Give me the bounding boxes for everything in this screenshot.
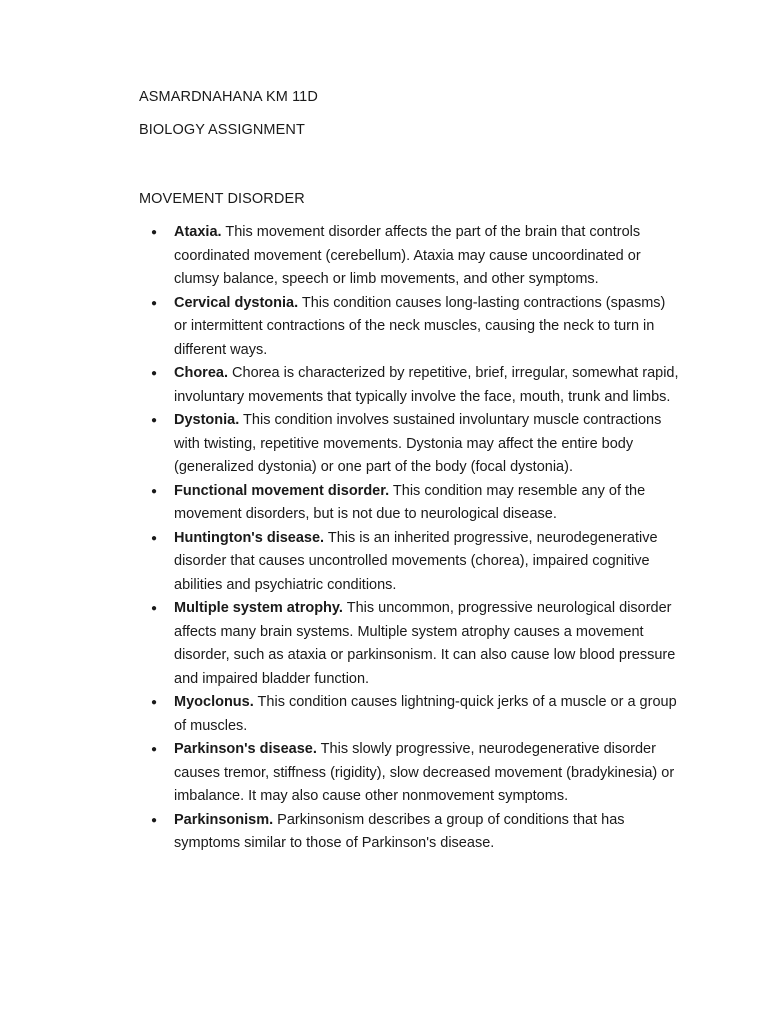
bullet-icon: ● bbox=[151, 603, 158, 614]
list-item bbox=[139, 292, 679, 363]
disorder-list bbox=[139, 221, 679, 856]
bullet-icon: ● bbox=[151, 227, 158, 238]
item-term: Myoclonus. bbox=[174, 694, 254, 710]
item-text: This slowly progressive, neurodegenerative disorder causes tremor, stiffness (rigidity), slow decreased movement (bradykinesia) or imbalance. It may also cause other nonmovement symptoms. bbox=[174, 741, 675, 804]
item-text: Chorea is characterized by repetitive, brief, irregular, somewhat rapid, involuntary movements that typically involve the face, mouth, trunk and limbs. bbox=[174, 365, 679, 405]
list-item bbox=[139, 597, 679, 691]
list-item bbox=[139, 738, 679, 809]
item-term: Multiple system atrophy. bbox=[174, 600, 343, 616]
item-text: This uncommon, progressive neurological disorder affects many brain systems. Multiple system atrophy causes a movement disorder, such as ataxia or parkinsonism. It can also cause low blood pressure and impaired bladder function. bbox=[174, 600, 676, 687]
item-term: Ataxia. bbox=[174, 224, 222, 240]
item-term: Parkinson's disease. bbox=[174, 741, 317, 757]
bullet-icon: ● bbox=[151, 297, 158, 309]
bullet-icon: ● bbox=[151, 697, 158, 708]
item-term: Parkinsonism. bbox=[174, 811, 274, 828]
item-text: Parkinsonism describes a group of conditions that has symptoms similar to those of Parkinson's disease. bbox=[174, 811, 625, 851]
list-item bbox=[139, 221, 679, 292]
item-term: Dystonia. bbox=[174, 412, 240, 428]
author-line: ASMARDNAHANA KM 11D bbox=[139, 89, 318, 105]
bullet-icon: ● bbox=[151, 814, 158, 826]
item-text: This condition involves sustained involuntary muscle contractions with twisting, repetitive movements. Dystonia may affect the entire body (generalized dystonia) or one part of the body (focal dystonia). bbox=[174, 412, 662, 475]
item-term: Chorea. bbox=[174, 365, 228, 381]
item-text: This condition may resemble any of the movement disorders, but is not due to neurological disease. bbox=[174, 482, 646, 522]
section-heading: MOVEMENT DISORDER bbox=[139, 191, 305, 207]
list-item bbox=[139, 691, 679, 738]
assignment-title: BIOLOGY ASSIGNMENT bbox=[139, 122, 305, 138]
bullet-icon: ● bbox=[151, 368, 158, 379]
item-term: Functional movement disorder. bbox=[174, 482, 390, 499]
list-item bbox=[139, 480, 679, 527]
list-item bbox=[139, 809, 679, 856]
item-text: This condition causes long-lasting contractions (spasms) or intermittent contractions of the neck muscles, causing the neck to turn in different ways. bbox=[174, 294, 666, 358]
item-term: Huntington's disease. bbox=[174, 529, 325, 546]
item-text: This is an inherited progressive, neurodegenerative disorder that causes uncontrolled movements (chorea), impaired cognitive abilities and psychiatric conditions. bbox=[174, 529, 658, 593]
bullet-icon: ● bbox=[151, 415, 158, 426]
list-item bbox=[139, 409, 679, 480]
item-term: Cervical dystonia. bbox=[174, 294, 299, 311]
bullet-icon: ● bbox=[151, 532, 158, 544]
list-item bbox=[139, 362, 679, 409]
item-text: This condition causes lightning-quick jerks of a muscle or a group of muscles. bbox=[174, 694, 677, 734]
bullet-icon: ● bbox=[151, 485, 158, 497]
list-item bbox=[139, 527, 679, 598]
bullet-icon: ● bbox=[151, 744, 158, 755]
item-text: This movement disorder affects the part of the brain that controls coordinated movement (cerebellum). Ataxia may cause uncoordinated or clumsy balance, speech or limb movements, and other symptoms. bbox=[174, 224, 641, 287]
